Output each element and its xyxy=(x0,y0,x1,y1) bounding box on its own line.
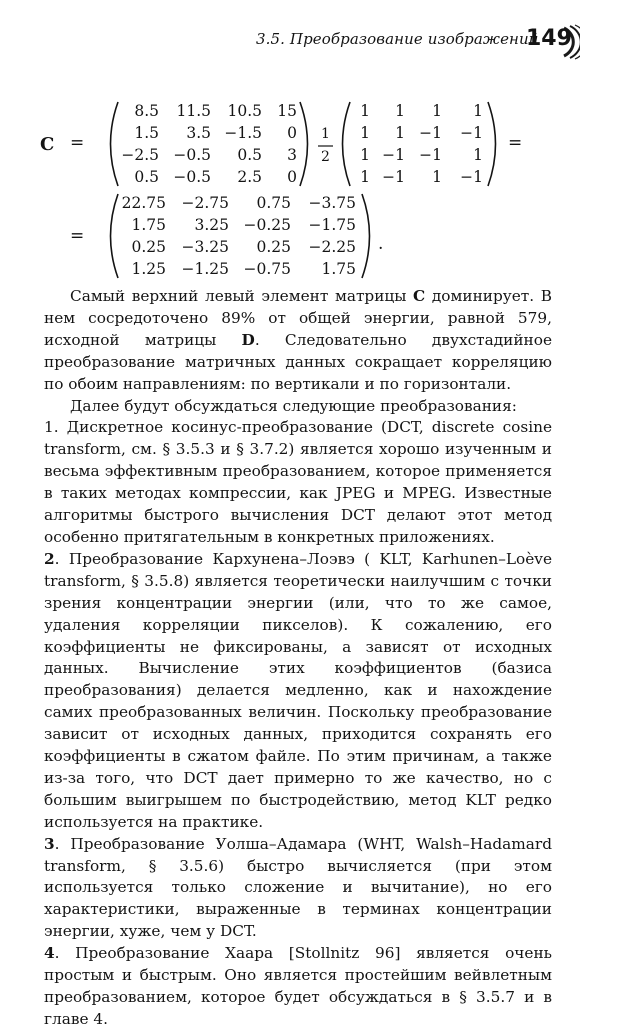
list-item xyxy=(44,417,552,548)
matrix-equation xyxy=(0,0,630,290)
matrix-cell: −2.75 xyxy=(181,194,229,212)
matrix-cell: −1 xyxy=(419,124,442,142)
matrix-cell: −2.5 xyxy=(121,146,159,164)
text-run: . Следовательно двухстадийное преобразование матричных данных сокращает корреляцию по обоим направлениям: по вертикали и по горизонтали. xyxy=(44,330,552,393)
matrix-cell: 1.75 xyxy=(321,260,356,278)
running-title: 3.5. Преобразование изображений xyxy=(256,30,539,48)
matrix-cell: 1 xyxy=(360,124,370,142)
list-number: 3 xyxy=(44,834,55,853)
matrix-symbol: C xyxy=(413,287,426,305)
matrix-cell: 0.75 xyxy=(256,194,291,212)
matrix-cell: 8.5 xyxy=(134,102,159,120)
matrix-cell: −1.25 xyxy=(181,260,229,278)
page-number: 149 xyxy=(526,26,572,51)
matrix-cell: −1 xyxy=(460,124,483,142)
matrix-cell: 0.25 xyxy=(256,238,291,256)
list-text: . Преобразование Кархунена–Лоэвэ ( KLT, Karhunen–Loève transform, § 3.5.8) является теоретически наилучшим с точки зрения концентрации энергии (или, что то же самое, удаления корреляции пикселов). К сожалению, его коэффициенты не фиксированы, а зависят от исходных данных. Вычисление этих коэффициентов (базиса преобразования) делается медленно, как и нахождение самих преобразованных величин. Поскольку преобразование зависит от исходных данных, приходится сохранять его коэффициенты в сжатом файле. По этим причинам, а также из-за того, что DCT дает примерно то же качество, но с большим выигрышем по быстродействию, метод KLT редко используется на практике. xyxy=(44,549,552,831)
matrix-cell: −1.5 xyxy=(224,124,262,142)
matrix-cell: −3.25 xyxy=(181,238,229,256)
list-text: . Преобразование Уолша–Адамара (WHT, Walsh–Hadamard transform, § 3.5.6) быстро вычисляется (при этом используется только сложение и вычитание), но его характеристики, выраженные в терминах концентрации энергии, хуже, чем у DCT. xyxy=(44,834,552,941)
matrix-cell: −1 xyxy=(382,146,405,164)
matrix-cell: 1 xyxy=(473,102,483,120)
matrix-cell: 3.25 xyxy=(194,216,229,234)
list-text: . Преобразование Хаара [Stollnitz 96] является очень простым и быстрым. Оно является простейшим вейвлетным преобразованием, которое будет обсуждаться в § 3.5.7 и в главе 4. xyxy=(44,944,552,1028)
matrix-cell: 0.5 xyxy=(134,168,159,186)
list-number: 4 xyxy=(44,944,55,963)
trailing-period: . xyxy=(378,234,384,254)
matrix-cell: −1 xyxy=(382,168,405,186)
equals-sign: = xyxy=(508,133,523,153)
equals-sign: = xyxy=(70,226,85,246)
text-run: доминирует. В нем сосредоточено 89% от общей энергии, равной 579, исходной матрицы xyxy=(44,287,552,349)
list-number: 2 xyxy=(44,549,55,568)
matrix-c-symbol: C xyxy=(40,134,55,155)
matrix-cell: −1 xyxy=(419,146,442,164)
matrix-cell: 1 xyxy=(395,102,405,120)
matrix-symbol: D xyxy=(241,330,255,349)
list-item xyxy=(44,834,552,944)
matrix-cell: −0.5 xyxy=(173,168,211,186)
matrix-cell: 1 xyxy=(473,146,483,164)
list-item xyxy=(44,943,552,1031)
equals-sign: = xyxy=(70,133,85,153)
matrix-cell: 1 xyxy=(360,102,370,120)
matrix-cell: −1 xyxy=(460,168,483,186)
fraction-denominator: 2 xyxy=(321,149,330,165)
matrix-cell: −0.75 xyxy=(243,260,291,278)
text-run: Самый верхний левый элемент матрицы xyxy=(70,287,414,305)
matrix-cell: 15 xyxy=(277,102,297,120)
matrix-cell: 11.5 xyxy=(176,102,211,120)
matrix-cell: 1 xyxy=(432,102,442,120)
matrix-cell: −0.25 xyxy=(243,216,291,234)
matrix-cell: 1 xyxy=(432,168,442,186)
list-number: 1 xyxy=(44,418,54,437)
matrix-cell: 1 xyxy=(395,124,405,142)
paragraph xyxy=(44,286,552,396)
list-item xyxy=(44,549,552,834)
matrix-cell: −0.5 xyxy=(173,146,211,164)
matrix-cell: 10.5 xyxy=(227,102,262,120)
matrix-cell: −2.25 xyxy=(308,238,356,256)
matrix-cell: 0.25 xyxy=(131,238,166,256)
matrix-cell: −3.75 xyxy=(308,194,356,212)
matrix-cell: 22.75 xyxy=(121,194,166,212)
matrix-cell: 1.75 xyxy=(131,216,166,234)
matrix-cell: 1 xyxy=(360,168,370,186)
matrix-cell: 1.25 xyxy=(131,260,166,278)
paragraph: Далее будут обсуждаться следующие преобразования: xyxy=(70,396,517,415)
matrix-cell: 3.5 xyxy=(186,124,211,142)
matrix-cell: 0.5 xyxy=(237,146,262,164)
fraction-numerator: 1 xyxy=(321,126,330,142)
matrix-cell: 1.5 xyxy=(134,124,159,142)
matrix-cell: 1 xyxy=(360,146,370,164)
matrix-cell: 2.5 xyxy=(237,168,262,186)
matrix-cell: 3 xyxy=(287,146,297,164)
matrix-cell: −1.75 xyxy=(308,216,356,234)
list-text: . Дискретное косинус-преобразование (DCT, discrete cosine transform, см. § 3.5.3 и § 3.7.2) является хорошо изученным и весьма эффективным преобразованием, которое применяется в таких методах компрессии, как JPEG и MPEG. Известные алгоритмы быстрого вычисления DCT делают этот метод особенно притягательным в конкретных приложениях. xyxy=(44,418,552,546)
matrix-cell: 0 xyxy=(287,168,297,186)
matrix-cell: 0 xyxy=(287,124,297,142)
body-text xyxy=(44,286,552,1031)
